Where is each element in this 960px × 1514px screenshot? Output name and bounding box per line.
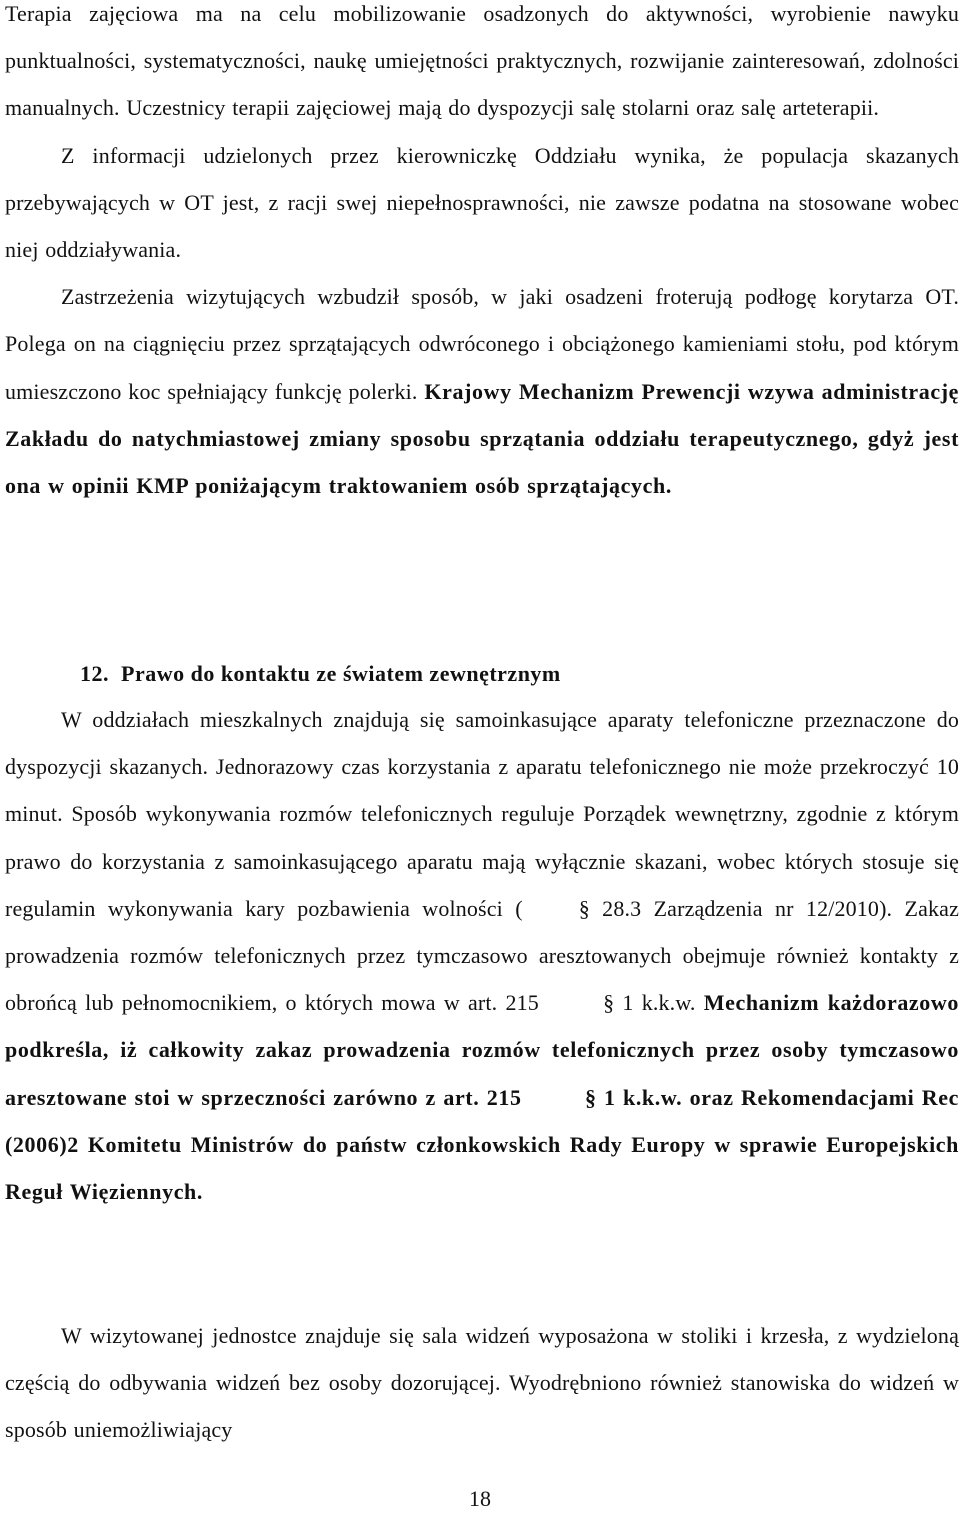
section-heading <box>80 650 561 697</box>
body-text-block <box>5 0 959 509</box>
section-title: Prawo do kontaktu ze światem zewnętrznym <box>121 661 561 686</box>
telephone-text-a: W oddziałach mieszkalnych znajdują się samoinkasujące aparaty telefoniczne przeznaczone do dyspozycji skazanych. Jednorazowy czas korzystania z aparatu telefonicznego nie może przekroczyć 10 minut. Sposób wykonywania rozmów telefonicznych reguluje Porządek wewnętrzny, zgodnie z którym prawo do korzystania z samoinkasującego aparatu mają wyłącznie skazani, wobec których stosuje się regulamin wykonywania kary pozbawienia wolności ( <box>5 707 959 921</box>
section-sign-symbol: § <box>584 1084 597 1110</box>
telephone-text-b: 28.3 Zarządzenia nr 12/2010). Zakaz prowadzenia rozmów telefonicznych przez tymczasowo aresztowanych obejmuje również kontakty z obrońcą lub pełnomocnikiem, o których mowa w art. 215 <box>5 895 959 1016</box>
paragraph-therapy: Terapia zajęciowa ma na celu mobilizowanie osadzonych do aktywności, wyrobienie nawyku punktualności, systematyczności, naukę umiejętności praktycznych, rozwijanie zainteresowań, zdolności manualnych. Uczestnicy terapii zajęciowej mają do dyspozycji salę stolarni oraz salę arteterapii. <box>5 1 959 121</box>
section-sign-symbol: § <box>603 990 615 1016</box>
page-number: 18 <box>469 1486 491 1511</box>
paragraph-visiting-room: W wizytowanej jednostce znajduje się sala widzeń wyposażona w stoliki i krzesła, z wydzieloną częścią do odbywania widzeń bez osoby dozorującej. Wyodrębniono również stanowiska do widzeń w sposób uniemożliwiający <box>5 1323 959 1443</box>
paragraph-floor-polishing: Zastrzeżenia wizytujących wzbudził sposób, w jaki osadzeni froterują podłogę korytarza OT. Polega on na ciągnięciu przez sprzątających odwróconego i obciążonego kamieniami stołu, pod którym umieszczono koc spełniający funkcję polerki. <box>5 284 959 404</box>
kmp-recommendation-cleaning: Krajowy Mechanizm Prewencji wzywa administrację Zakładu do natychmiastowej zmiany sposobu sprzątania oddziału terapeutycznego, gdyż jest ona w opinii KMP poniżającym traktowaniem osób sprzątających. <box>5 378 959 499</box>
paragraph-population: Z informacji udzielonych przez kierowniczkę Oddziału wynika, że populacja skazanych przebywających w OT jest, z racji swej niepełnosprawności, nie zawsze podatna na stosowane wobec niej oddziaływania. <box>5 142 959 263</box>
section-sign-symbol: § <box>578 895 590 921</box>
section-number: 12. <box>80 661 109 686</box>
kmp-recommendation-telephone-b: 1 k.k.w. oraz Rekomendacjami Rec (2006)2 Komitetu Ministrów do państw członkowskich Rady Europy w sprawie Europejskich Reguł Więziennych. <box>5 1084 959 1205</box>
kmp-recommendation-telephone-a: Mechanizm każdorazowo podkreśla, iż całkowity zakaz prowadzenia rozmów telefonicznych przez osoby tymczasowo aresztowane stoi w sprzeczności zarówno z art. 215 <box>5 990 959 1110</box>
paragraph-telephone-contact <box>5 696 959 1215</box>
telephone-text-c: 1 k.k.w. <box>614 990 704 1016</box>
